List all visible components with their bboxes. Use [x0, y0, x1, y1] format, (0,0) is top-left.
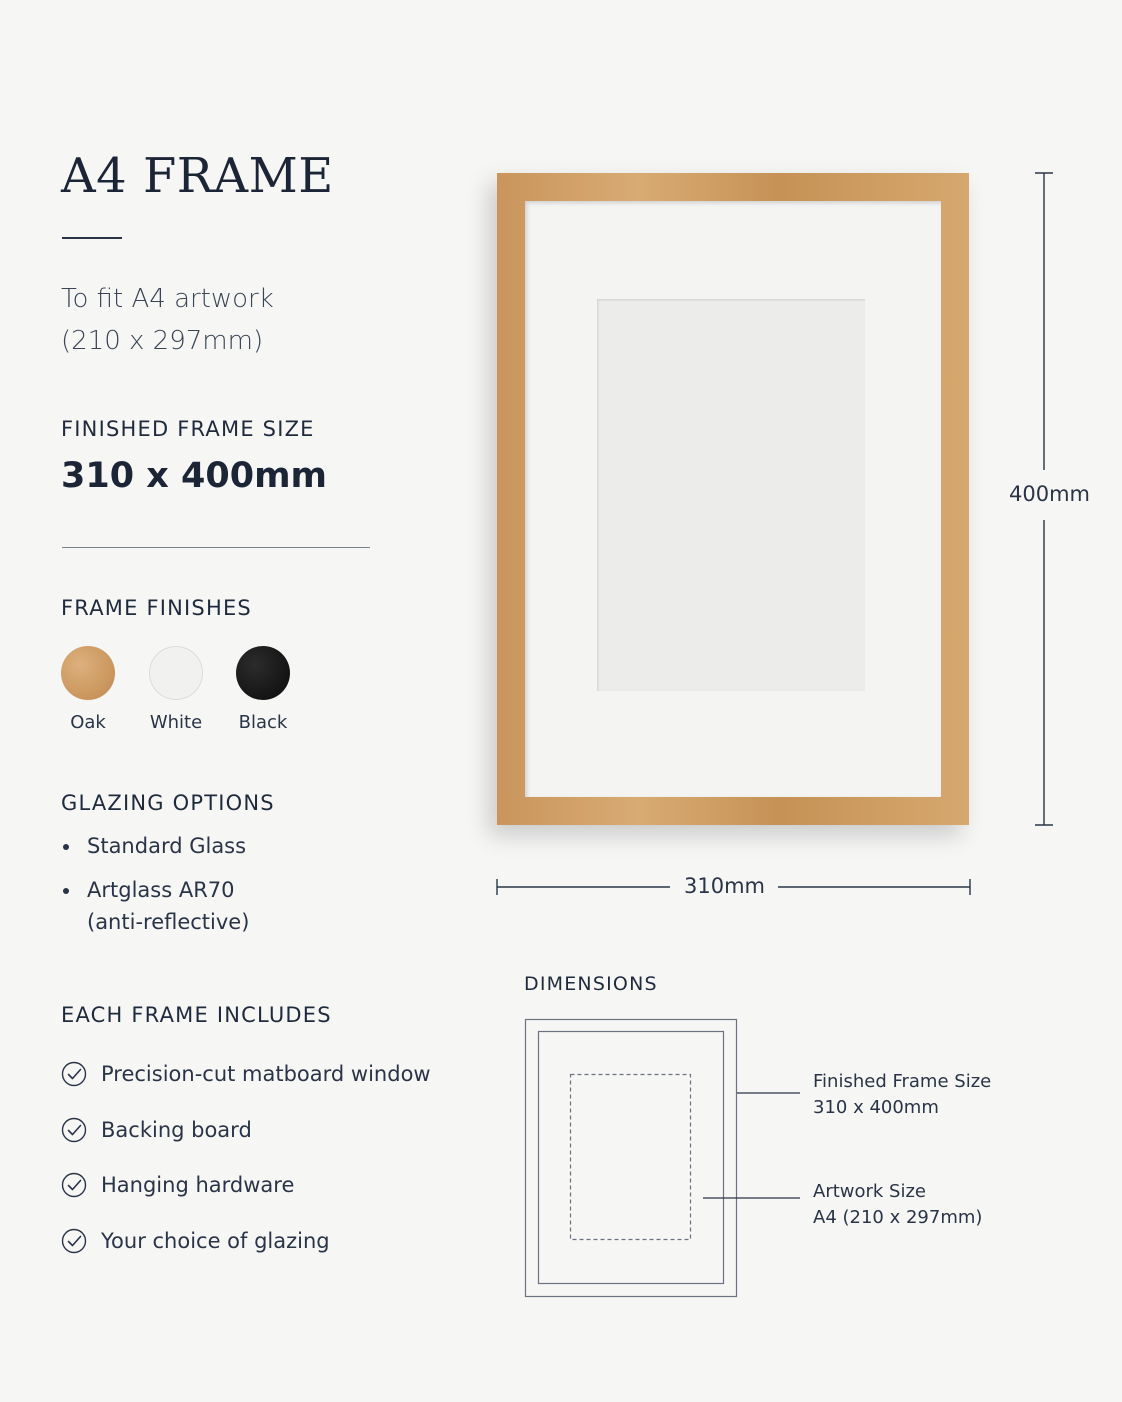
fit-line-1: To fit A4 artwork [61, 284, 274, 314]
finished-callout-label: Finished Frame Size [813, 1071, 992, 1092]
swatch-white[interactable] [149, 646, 203, 700]
check-circle-icon [61, 1228, 87, 1254]
include-item-backing [61, 1116, 252, 1144]
artwork-callout-label: Artwork Size [813, 1181, 927, 1202]
artwork-callout-value: A4 (210 x 297mm) [813, 1207, 983, 1228]
height-label: 400mm [1009, 482, 1090, 506]
swatch-label-oak: Oak [70, 712, 106, 733]
check-circle-icon [61, 1172, 87, 1198]
fit-line-2: (210 x 297mm) [61, 326, 264, 356]
page-title: A4 FRAME [61, 148, 334, 204]
swatch-label-white: White [149, 712, 203, 733]
finishes-label: FRAME FINISHES [61, 596, 252, 620]
include-text: Precision-cut matboard window [101, 1062, 431, 1086]
finished-size-value: 310 x 400mm [61, 456, 328, 496]
artwork-size-callout [813, 1179, 982, 1231]
glazing-item-artglass: Artglass AR70 [61, 874, 246, 906]
fit-description [61, 278, 274, 362]
finished-size-callout [813, 1069, 991, 1121]
mat-window [597, 299, 865, 691]
include-text: Hanging hardware [101, 1173, 295, 1197]
include-item-glazing [61, 1227, 330, 1255]
check-circle-icon [61, 1117, 87, 1143]
include-item-matboard [61, 1060, 431, 1088]
swatch-oak[interactable] [61, 646, 115, 700]
finished-size-label: FINISHED FRAME SIZE [61, 417, 315, 441]
include-item-hardware [61, 1171, 294, 1199]
width-label: 310mm [684, 874, 765, 898]
includes-label: EACH FRAME INCLUDES [61, 1003, 332, 1027]
section-divider [62, 547, 370, 548]
title-divider [62, 237, 122, 239]
glazing-item-standard: Standard Glass [61, 830, 246, 862]
check-circle-icon [61, 1061, 87, 1087]
frame-image [497, 173, 969, 825]
matboard [525, 201, 941, 797]
swatch-black[interactable] [236, 646, 290, 700]
include-text: Backing board [101, 1118, 252, 1142]
include-text: Your choice of glazing [101, 1229, 330, 1253]
dimensions-label: DIMENSIONS [524, 973, 658, 995]
swatch-label-black: Black [238, 712, 288, 733]
glazing-item-artglass-note: (anti-reflective) [87, 910, 250, 934]
glazing-label: GLAZING OPTIONS [61, 791, 275, 815]
glazing-list [61, 830, 246, 906]
dimensions-diagram [520, 1014, 810, 1304]
finished-callout-value: 310 x 400mm [813, 1097, 939, 1118]
